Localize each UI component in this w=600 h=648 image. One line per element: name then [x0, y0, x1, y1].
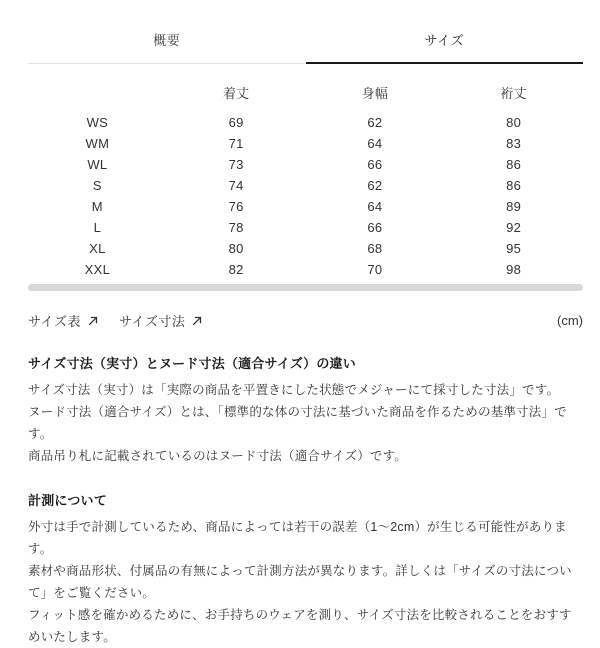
section-measurement-notes: [28, 490, 583, 648]
section-paragraph: フィット感を確かめるために、お手持ちのウェアを測り、サイズ寸法を比較されることをおすすめいたします。: [28, 608, 572, 644]
size-value-cell: 66: [367, 220, 383, 235]
size-value-cell: 80: [228, 241, 244, 256]
size-table-body: [28, 112, 583, 280]
size-value-cell: 86: [506, 178, 522, 193]
table-horizontal-scrollbar[interactable]: [28, 284, 583, 291]
size-label-cell: L: [93, 220, 102, 235]
size-value-cell: 83: [506, 136, 522, 151]
size-value-cell: 98: [506, 262, 522, 277]
size-guide-page: [0, 30, 600, 644]
size-table: [28, 84, 583, 280]
section-paragraph: 外寸は手で計測しているため、商品によっては若干の誤差（1～2cm）が生じる可能性があります。: [28, 520, 567, 556]
size-dimensions-link-label: サイズ寸法: [118, 314, 186, 329]
column-header-body-width: 身幅: [361, 86, 389, 101]
section-paragraph: 商品吊り札に記載されているのはヌード寸法（適合サイズ）です。: [28, 449, 408, 463]
size-value-cell: 62: [367, 115, 383, 130]
tab-size-label: サイズ: [424, 33, 464, 48]
size-value-cell: 78: [228, 220, 244, 235]
section-heading: サイズ寸法（実寸）とヌード寸法（適合サイズ）の違い: [28, 356, 356, 371]
table-row: [28, 217, 583, 238]
size-value-cell: 70: [367, 262, 383, 277]
table-row: [28, 238, 583, 259]
size-value-cell: 92: [506, 220, 522, 235]
tab-overview-label: 概要: [153, 33, 181, 48]
size-value-cell: 89: [506, 199, 522, 214]
table-row: [28, 133, 583, 154]
size-value-cell: 80: [506, 115, 522, 130]
tab-size[interactable]: [306, 30, 584, 64]
size-value-cell: 69: [228, 115, 244, 130]
table-row: [28, 196, 583, 217]
size-value-cell: 66: [367, 157, 383, 172]
section-paragraph: サイズ寸法（実寸）は「実際の商品を平置きにした状態でメジャーにて採寸した寸法」です。: [28, 383, 560, 397]
section-paragraph: 素材や商品形状、付属品の有無によって計測方法が異なります。詳しくは「サイズの寸法について」をご覧ください。: [28, 564, 572, 600]
table-header-empty-cell: [28, 84, 167, 112]
size-value-cell: 86: [506, 157, 522, 172]
section-size-vs-nude-dimensions: [28, 353, 583, 467]
section-paragraph: ヌード寸法（適合サイズ）とは、「標準的な体の寸法に基づいた商品を作るための基準寸法」です。: [28, 405, 567, 441]
table-row: [28, 112, 583, 133]
external-arrow-icon: [87, 315, 99, 327]
size-dimensions-link[interactable]: [119, 311, 203, 330]
size-label-cell: XXL: [84, 262, 111, 277]
unit-label: (cm): [557, 313, 583, 328]
section-heading: 計測について: [28, 493, 107, 508]
size-value-cell: 64: [367, 199, 383, 214]
size-value-cell: 95: [506, 241, 522, 256]
size-label-cell: WL: [87, 157, 108, 172]
size-value-cell: 74: [228, 178, 244, 193]
tab-overview[interactable]: [28, 30, 306, 64]
size-label-cell: XL: [89, 241, 106, 256]
size-label-cell: S: [92, 178, 102, 193]
size-label-cell: WS: [86, 115, 109, 130]
size-label-cell: M: [91, 199, 103, 214]
size-chart-link-label: サイズ表: [28, 314, 81, 329]
size-value-cell: 82: [228, 262, 244, 277]
links-row: [28, 311, 583, 330]
size-label-cell: WM: [85, 136, 110, 151]
table-header-row: [28, 84, 583, 112]
column-header-body-length: 着丈: [222, 86, 250, 101]
table-row: [28, 154, 583, 175]
size-value-cell: 76: [228, 199, 244, 214]
table-row: [28, 175, 583, 196]
column-header-sleeve-length: 裄丈: [500, 86, 527, 101]
external-arrow-icon: [191, 315, 203, 327]
tab-bar: [28, 30, 583, 64]
size-value-cell: 73: [228, 157, 244, 172]
table-row: [28, 259, 583, 280]
size-value-cell: 62: [367, 178, 383, 193]
size-value-cell: 64: [367, 136, 383, 151]
size-value-cell: 68: [367, 241, 383, 256]
size-value-cell: 71: [228, 136, 244, 151]
size-chart-link[interactable]: [28, 311, 99, 330]
